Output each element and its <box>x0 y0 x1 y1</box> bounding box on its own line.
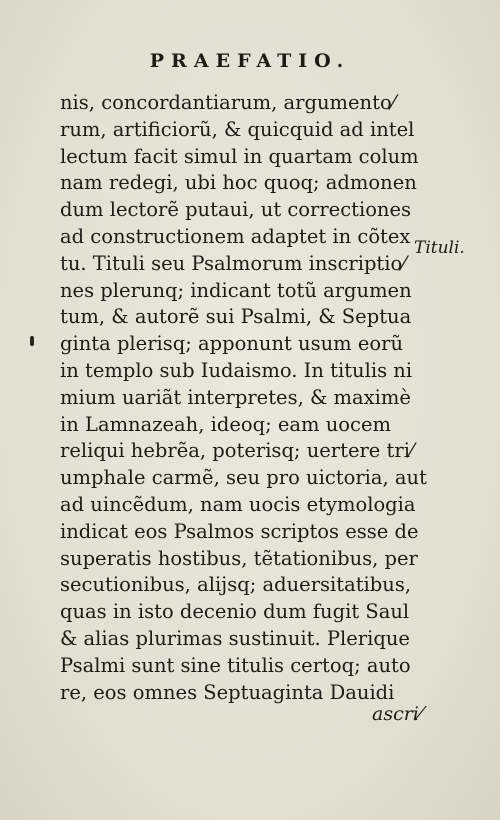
catchword: ascri⁄ <box>372 703 423 725</box>
text-line: indicat eos Psalmos scriptos esse de <box>60 519 419 543</box>
text-line: umphale carmẽ, seu pro uictoria, aut <box>60 466 427 490</box>
text-line: re, eos omnes Septuaginta Dauidi <box>60 680 395 704</box>
text-line: nis, concordantiarum, argumento⁄ <box>60 91 395 114</box>
text-line: ad uincẽdum, nam uocis etymologia <box>60 492 416 516</box>
text-line: ginta plerisq; apponunt usum eorũ <box>60 332 404 356</box>
ink-mark <box>30 336 34 346</box>
text-line: rum, artificiorũ, & quicquid ad intel <box>60 117 415 141</box>
text-line: superatis hostibus, tẽtationibus, per <box>60 546 418 570</box>
text-line: & alias plurimas sustinuit. Plerique <box>60 626 410 650</box>
text-line: in templo sub Iudaismo. In titulis ni <box>60 358 413 382</box>
text-line: dum lectorẽ putaui, ut correctiones <box>60 198 412 222</box>
text-line: secutionibus, alijsq; aduersitatibus, <box>60 573 412 597</box>
text-line: mium uariãt interpretes, & maximè <box>60 385 411 409</box>
text-line: tu. Tituli seu Psalmorum inscriptio⁄ <box>60 251 406 275</box>
text-line: lectum facit simul in quartam colum <box>60 144 419 168</box>
text-line: Psalmi sunt sine titulis certoq; auto <box>60 653 411 677</box>
text-line: nes plerunq; indicant totũ argumen <box>60 278 412 302</box>
text-line: quas in isto decenio dum fugit Saul <box>60 600 410 624</box>
margin-note: Tituli. <box>414 238 465 258</box>
text-line: tum, & autorẽ sui Psalmi, & Septua <box>60 305 412 329</box>
text-line: reliqui hebrẽa, poterisq; uertere tri⁄ <box>60 439 414 463</box>
text-line: ad constructionem adaptet in cõtex <box>60 224 411 248</box>
text-line: nam redegi, ubi hoc quoq; admonen <box>60 171 417 195</box>
text-line: in Lamnazeah, ideoq; eam uocem <box>60 412 391 436</box>
running-head: PRAEFATIO. <box>149 50 351 72</box>
text-block <box>60 90 427 706</box>
